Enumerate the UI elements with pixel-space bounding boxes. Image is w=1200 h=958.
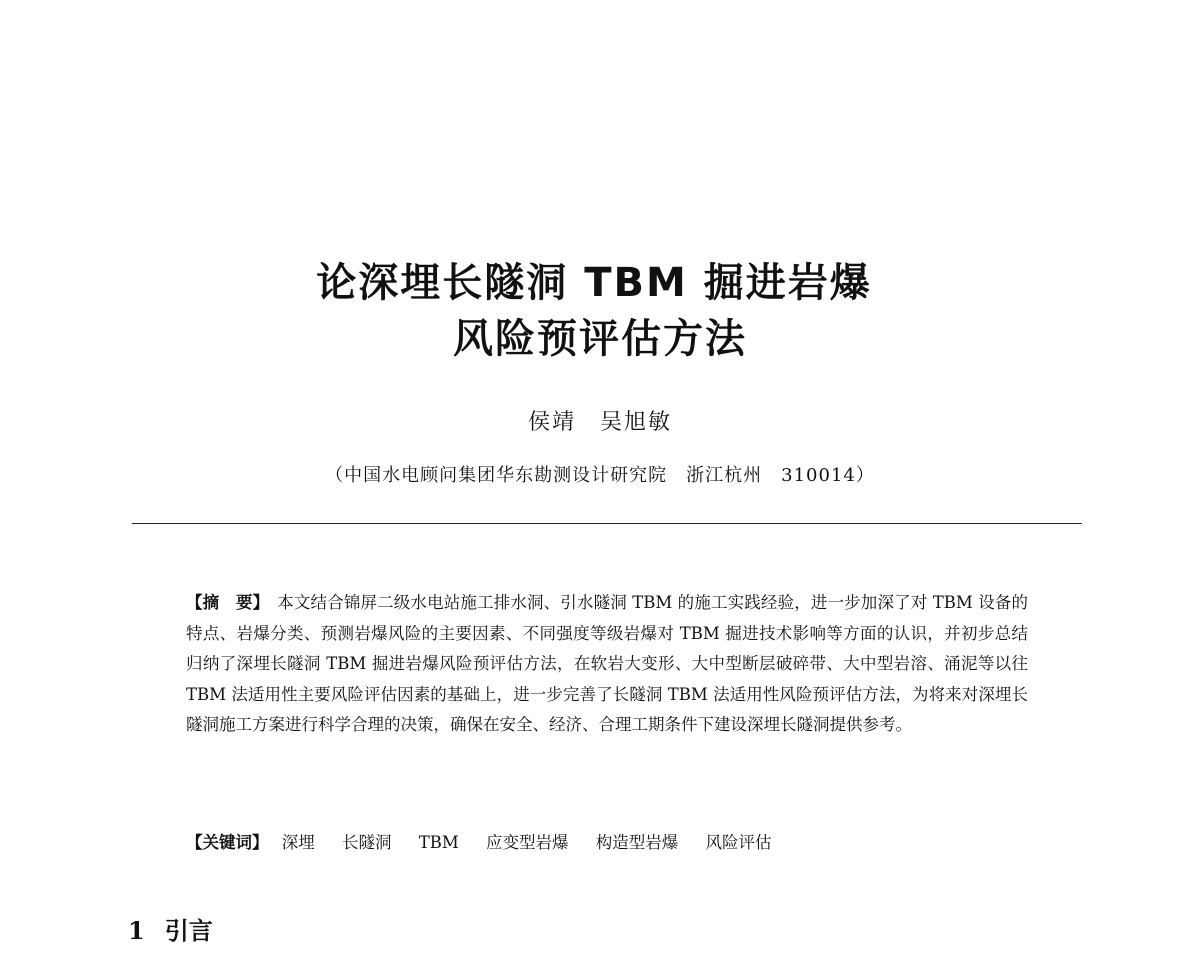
keyword: 深埋 (281, 833, 315, 852)
abstract (186, 588, 1028, 741)
keyword: 构造型岩爆 (595, 833, 679, 852)
section-heading (128, 913, 213, 949)
paper-title-line-2: 风险预评估方法 (453, 316, 747, 362)
abstract-label: 【摘 要】 (186, 593, 270, 612)
keyword: 风险评估 (705, 833, 772, 852)
paper-title-line-1: 论深埋长隧洞 TBM 掘进岩爆 (316, 260, 872, 306)
authors: 侯靖 吴旭敏 (527, 410, 672, 435)
keywords (186, 828, 1028, 858)
section-number: 1 (128, 916, 145, 945)
keyword: 长隧洞 (342, 833, 392, 852)
header-divider (132, 523, 1082, 524)
abstract-text: 本文结合锦屏二级水电站施工排水洞、引水隧洞 TBM 的施工实践经验，进一步加深了对 TBM 设备的特点、岩爆分类、预测岩爆风险的主要因素、不同强度等级岩爆对 TBM 掘进技术影响等方面的认识，并初步总结归纳了深埋长隧洞 TBM 掘进岩爆风险预评估方法，在软岩大变形、大中型断层破碎带、大中型岩溶、涌泥等以往 TBM 法适用性主要风险评估因素的基础上，进一步完善了长隧洞 TBM 法适用性风险预评估方法，为将来对深埋长隧洞施工方案进行科学合理的决策，确保在安全、经济、合理工期条件下建设深埋长隧洞提供参考。 (186, 593, 1029, 734)
keyword: 应变型岩爆 (486, 833, 569, 852)
keyword: TBM (418, 833, 459, 852)
keywords-label: 【关键词】 (186, 833, 269, 852)
section-title: 引言 (164, 917, 213, 945)
affiliation: （中国水电顾问集团华东勘测设计研究院 浙江杭州 310014） (325, 465, 875, 486)
